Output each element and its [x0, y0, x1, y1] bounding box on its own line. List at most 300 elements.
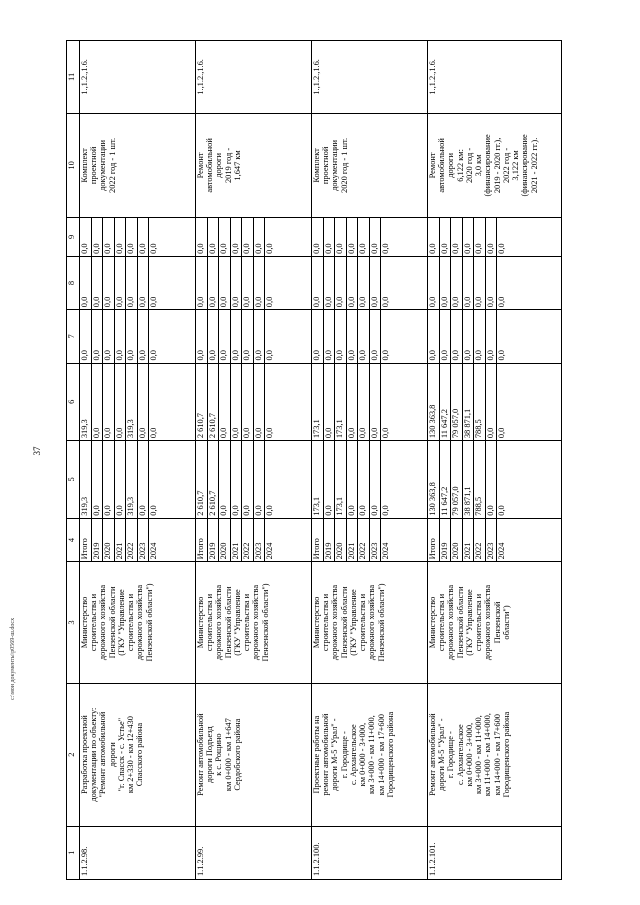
executor-cell-line: дорожного хозяйства	[135, 584, 145, 661]
local-budget-cell-value: 0,0	[335, 257, 347, 309]
other-sources-cell-value: 0,0	[149, 243, 158, 254]
row-id-cell	[312, 826, 428, 879]
executor-cell-line: дорожного хозяйства	[446, 584, 456, 661]
result-cell	[80, 113, 196, 217]
executor-cell-line: строительства и	[437, 593, 447, 652]
total-funding-cell	[428, 441, 562, 519]
other-sources-cell-value: 0,0	[358, 218, 370, 256]
object-name-cell-line: с. Архангельское	[348, 724, 358, 786]
row-id: 1.1.2.100.	[312, 842, 321, 876]
indicators-cell	[80, 41, 196, 114]
local-budget-cell-value: 0,0	[462, 257, 474, 309]
object-name-cell-line: Ремонт автомобильной	[196, 713, 205, 796]
other-sources-cell-value: 0,0	[497, 243, 506, 254]
year-cell-value: 2019	[439, 519, 451, 562]
federal-budget-cell-value: 0,0	[149, 350, 158, 361]
local-budget-cell-value: 0,0	[381, 296, 390, 308]
federal-budget-cell-value: 0,0	[428, 310, 439, 362]
year-cell-value: 2019	[91, 519, 103, 562]
total-funding-cell-value: 0,0	[149, 505, 158, 516]
year-cell-value: 2024	[265, 542, 274, 560]
object-name-cell-line: км 3+000 - км 11+000,	[474, 715, 484, 795]
object-name-cell-line: Спасского района	[135, 722, 145, 787]
local-budget-cell-value: 0,0	[126, 257, 138, 309]
total-funding-cell-value: 0,0	[497, 505, 506, 516]
year-cell-value: 2022	[242, 519, 254, 562]
row-id-cell	[196, 826, 312, 879]
local-budget-cell	[312, 256, 428, 309]
local-budget-cell-value: 0,0	[323, 257, 335, 309]
executor-cell-line: дорожного хозяйства	[483, 584, 493, 661]
executor-cell	[428, 562, 562, 683]
year-cell	[196, 518, 312, 562]
table-row	[80, 41, 196, 880]
other-sources-cell-value: 0,0	[462, 218, 474, 256]
year-cell	[428, 518, 562, 562]
object-name-cell-line: Городищенского района	[501, 711, 511, 798]
regional-budget-cell-value: 130 363,8	[428, 364, 439, 441]
year-cell-value: 2021	[230, 519, 242, 562]
other-sources-cell-value: 0,0	[230, 218, 242, 256]
result-cell-line: (финансирование	[483, 134, 493, 197]
total-funding-cell	[196, 441, 312, 519]
indicators-value: 1.,1.2.,1.6.	[312, 59, 321, 95]
executor-cell	[196, 562, 312, 683]
total-funding-cell-value: 173,1	[312, 441, 323, 518]
executor-cell-line: Министерство	[312, 596, 321, 649]
federal-budget-cell-value: 0,0	[485, 310, 497, 362]
regional-budget-cell-value: 0,0	[219, 364, 231, 441]
object-name-cell-line: г. Городище -	[446, 731, 456, 779]
federal-budget-cell-value: 0,0	[253, 310, 265, 362]
regional-budget-cell-value: 0,0	[346, 364, 358, 441]
object-name-cell-line: км 14+000 - км 17+600	[376, 714, 386, 796]
other-sources-cell-value: 0,0	[428, 218, 439, 256]
other-sources-cell-value: 0,0	[474, 218, 486, 256]
federal-budget-cell-value: 0,0	[196, 310, 207, 362]
executor-cell-line: дорожного хозяйства	[367, 584, 377, 661]
regional-budget-cell-value: 0,0	[242, 364, 254, 441]
other-sources-cell-value: 0,0	[346, 218, 358, 256]
total-funding-cell-value: 79 057,0	[451, 441, 463, 518]
local-budget-cell	[428, 256, 562, 309]
rotated-table-sheet	[66, 40, 596, 880]
federal-budget-cell-value: 0,0	[358, 310, 370, 362]
year-cell-value: Итого	[312, 519, 323, 562]
federal-budget-cell-value: 0,0	[137, 310, 149, 362]
row-id-cell	[428, 826, 562, 879]
executor-cell-line: строительства и	[126, 593, 136, 652]
federal-budget-cell-value: 0,0	[346, 310, 358, 362]
object-name-cell-line: км 0+000 - 3+000,	[464, 722, 474, 787]
object-name-cell-line: Сердобского района	[232, 718, 242, 791]
object-name-cell-line: с. Архангельское	[455, 724, 465, 786]
other-sources-cell-value: 0,0	[451, 218, 463, 256]
header-cell: 8	[67, 256, 80, 309]
regional-budget-cell-value: 173,1	[335, 364, 347, 441]
regional-budget-cell-value: 79 057,0	[451, 364, 463, 441]
local-budget-cell-value: 0,0	[103, 257, 115, 309]
other-sources-cell-value: 0,0	[207, 218, 219, 256]
local-budget-cell-value: 0,0	[346, 257, 358, 309]
indicators-value: 1.,1.2.,1.6.	[196, 59, 205, 95]
other-sources-cell-value: 0,0	[91, 218, 103, 256]
local-budget-cell-value: 0,0	[219, 257, 231, 309]
total-funding-cell-value: 0,0	[485, 441, 497, 518]
executor-cell	[312, 562, 428, 683]
year-cell-value: 2024	[381, 542, 390, 560]
result-cell-line: 2020 год - 1 шт.	[339, 137, 349, 193]
local-budget-cell-value: 0,0	[91, 257, 103, 309]
other-sources-cell-value: 0,0	[265, 243, 274, 254]
header-cell: 6	[67, 363, 80, 441]
regional-budget-cell-value: 0,0	[91, 364, 103, 441]
total-funding-cell-value: 0,0	[323, 441, 335, 518]
federal-budget-cell-value: 0,0	[312, 310, 323, 362]
executor-cell-line: области")	[501, 605, 511, 640]
other-sources-cell-value: 0,0	[253, 218, 265, 256]
year-cell	[80, 518, 196, 562]
regional-budget-cell-value: 0,0	[497, 427, 506, 439]
result-cell	[428, 113, 562, 217]
header-cell: 4	[67, 518, 80, 562]
year-cell-value: 2020	[219, 519, 231, 562]
result-cell-line: 3,122 км	[511, 150, 521, 181]
year-cell-value: 2020	[103, 519, 115, 562]
local-budget-cell-value: 0,0	[369, 257, 381, 309]
executor-cell-line: дорожного хозяйства	[98, 584, 108, 661]
result-cell	[196, 113, 312, 217]
total-funding-cell-value: 0,0	[265, 505, 274, 516]
federal-budget-cell	[428, 310, 562, 363]
total-funding-cell-value: 0,0	[219, 441, 231, 518]
year-cell-value: 2024	[149, 542, 158, 560]
other-sources-cell	[80, 218, 196, 257]
regional-budget-cell	[80, 363, 196, 441]
total-funding-cell-value: 319,3	[80, 441, 91, 518]
result-cell-line: 2021 - 2022 гг.).	[529, 137, 539, 194]
result-cell-line: документации	[330, 139, 340, 191]
federal-budget-cell-value: 0,0	[462, 310, 474, 362]
result-cell-line: документации	[98, 139, 108, 191]
regional-budget-cell-value: 11 647,2	[439, 364, 451, 441]
regional-budget-cell-value: 0,0	[137, 364, 149, 441]
executor-cell-line: Министерство	[428, 596, 437, 649]
total-funding-cell-value: 0,0	[114, 441, 126, 518]
federal-budget-cell-value: 0,0	[497, 350, 506, 361]
indicators-value: 1.,1.2.,1.6.	[428, 59, 437, 95]
total-funding-cell-value: 319,3	[126, 441, 138, 518]
executor-cell-line: Пензенской области	[455, 586, 465, 659]
executor-cell-line: дорожного хозяйства	[214, 584, 224, 661]
year-cell-value: 2022	[358, 519, 370, 562]
result-cell-line: Комплект	[312, 148, 321, 183]
local-budget-cell-value: 0,0	[358, 257, 370, 309]
regional-budget-cell-value: 0,0	[323, 364, 335, 441]
footer-file-path: c:\мои документы\p0569-ш.docx	[10, 617, 16, 700]
object-name-cell	[312, 683, 428, 826]
executor-cell-line: (ГКУ "Управление	[464, 589, 474, 656]
object-name-cell-line: Проектные работы на	[312, 715, 321, 794]
federal-budget-cell-value: 0,0	[126, 310, 138, 362]
federal-budget-cell-value: 0,0	[207, 310, 219, 362]
executor-cell-line: (ГКУ "Управление	[116, 589, 126, 656]
header-cell: 1	[67, 826, 80, 879]
result-cell-line: автомобильной	[437, 138, 447, 193]
result-cell-line: 2020 год -	[464, 147, 474, 183]
regional-budget-cell-value: 319,3	[126, 364, 138, 441]
total-funding-cell	[80, 441, 196, 519]
total-funding-cell	[312, 441, 428, 519]
object-name-cell-line: "Ремонт автомобильной	[98, 711, 108, 798]
total-funding-cell-value: 0,0	[346, 441, 358, 518]
federal-budget-cell-value: 0,0	[439, 310, 451, 362]
result-cell-line: 2022 год -	[501, 147, 511, 183]
executor-cell-line: Пензенской области	[107, 586, 117, 659]
local-budget-cell	[196, 256, 312, 309]
executor-cell	[80, 562, 196, 683]
object-name-cell-line: км 14+000 - км 17+600	[492, 714, 502, 796]
year-cell-value: 2023	[253, 519, 265, 562]
executor-cell-line: строительства и	[474, 593, 484, 652]
federal-budget-cell-value: 0,0	[91, 310, 103, 362]
regional-budget-cell-value: 38 871,1	[462, 364, 474, 441]
total-funding-cell-value: 0,0	[103, 441, 115, 518]
object-name-cell-line: км 0+000 - 3+000,	[358, 722, 368, 787]
executor-cell-line: (ГКУ "Управление	[348, 589, 358, 656]
other-sources-cell-value: 0,0	[126, 218, 138, 256]
regional-budget-cell-value: 0,0	[381, 427, 390, 439]
program-table	[66, 40, 562, 880]
header-cell: 9	[67, 218, 80, 257]
total-funding-cell-value: 0,0	[253, 441, 265, 518]
total-funding-cell-value: 0,0	[381, 505, 390, 516]
object-name-cell-line: Ремонт автомобильной	[428, 713, 437, 796]
other-sources-cell-value: 0,0	[80, 218, 91, 256]
regional-budget-cell-value: 173,1	[312, 364, 323, 441]
local-budget-cell-value: 0,0	[497, 296, 506, 308]
year-cell	[312, 518, 428, 562]
federal-budget-cell-value: 0,0	[323, 310, 335, 362]
result-cell-line: дороги	[446, 153, 456, 178]
row-id: 1.1.2.101.	[428, 842, 437, 876]
object-name-cell-line: г. Городище -	[339, 731, 349, 779]
result-cell-line: дороги	[214, 153, 224, 178]
local-budget-cell-value: 0,0	[428, 257, 439, 309]
total-funding-cell-value: 130 363,8	[428, 441, 439, 518]
indicators-cell	[428, 41, 562, 114]
object-name-cell-line: км 11+000 - км 14+000,	[483, 713, 493, 797]
local-budget-cell-value: 0,0	[253, 257, 265, 309]
local-budget-cell-value: 0,0	[196, 257, 207, 309]
executor-cell-line: дорожного хозяйства	[251, 584, 261, 661]
federal-budget-cell-value: 0,0	[381, 350, 390, 361]
regional-budget-cell	[312, 363, 428, 441]
total-funding-cell-value: 38 871,1	[462, 441, 474, 518]
header-cell: 3	[67, 562, 80, 683]
total-funding-cell-value: 173,1	[335, 441, 347, 518]
other-sources-cell-value: 0,0	[439, 218, 451, 256]
other-sources-cell	[196, 218, 312, 257]
result-cell-line: Ремонт	[196, 152, 205, 179]
object-name-cell-line: к с. Рощино	[214, 733, 224, 776]
total-funding-cell-value: 2 610,7	[207, 441, 219, 518]
total-funding-cell-value: 0,0	[137, 441, 149, 518]
executor-cell-line: дорожного хозяйства	[330, 584, 340, 661]
object-name-cell-line: км 3+000 - км 11+000,	[367, 715, 377, 795]
other-sources-cell-value: 0,0	[369, 218, 381, 256]
object-name-cell-line: км 2+330 - км 12+430	[126, 716, 136, 794]
executor-cell-line: Пензенской области")	[144, 583, 154, 662]
total-funding-cell-value: 11 647,2	[439, 441, 451, 518]
year-cell-value: Итого	[196, 519, 207, 562]
other-sources-cell-value: 0,0	[103, 218, 115, 256]
year-cell-value: 2023	[369, 519, 381, 562]
header-cell: 10	[67, 113, 80, 217]
result-cell-line: проектной	[321, 146, 331, 185]
year-cell-value: 2019	[323, 519, 335, 562]
local-budget-cell-value: 0,0	[114, 257, 126, 309]
total-funding-cell-value: 0,0	[230, 441, 242, 518]
result-cell-line: 1,647 км	[232, 150, 242, 181]
regional-budget-cell-value: 0,0	[103, 364, 115, 441]
other-sources-cell-value: 0,0	[323, 218, 335, 256]
regional-budget-cell-value: 0,0	[369, 364, 381, 441]
executor-cell-line: Пензенской области	[223, 586, 233, 659]
result-cell-line: (финансирование	[520, 134, 530, 197]
object-name-cell-line: документации по объекту:	[89, 707, 99, 802]
year-cell-value: 2020	[451, 519, 463, 562]
federal-budget-cell-value: 0,0	[474, 310, 486, 362]
object-name-cell-line: "г. Спасск - с. Устье"	[116, 717, 126, 792]
result-cell-line: 2022 год - 1 шт.	[107, 137, 117, 193]
executor-cell-line: строительства и	[205, 593, 215, 652]
executor-cell-line: строительства и	[321, 593, 331, 652]
local-budget-cell-value: 0,0	[230, 257, 242, 309]
object-name-cell	[428, 683, 562, 826]
page-number: 37	[32, 446, 42, 456]
federal-budget-cell-value: 0,0	[103, 310, 115, 362]
result-cell-line: 6,122 км:	[455, 149, 465, 182]
object-name-cell-line: Разработка проектной	[80, 715, 89, 795]
year-cell-value: 2024	[497, 542, 506, 560]
local-budget-cell-value: 0,0	[80, 257, 91, 309]
local-budget-cell-value: 0,0	[312, 257, 323, 309]
header-cell: 7	[67, 310, 80, 363]
other-sources-cell-value: 0,0	[219, 218, 231, 256]
local-budget-cell-value: 0,0	[474, 257, 486, 309]
executor-cell-line: Пензенской	[492, 601, 502, 644]
result-cell-line: проектной	[89, 146, 99, 185]
row-id: 1.1.2.98.	[80, 846, 89, 876]
regional-budget-cell-value: 0,0	[253, 364, 265, 441]
regional-budget-cell-value: 0,0	[149, 427, 158, 439]
executor-cell-line: строительства и	[89, 593, 99, 652]
total-funding-cell-value: 2 610,7	[196, 441, 207, 518]
indicators-cell	[312, 41, 428, 114]
year-cell-value: 2023	[485, 519, 497, 562]
local-budget-cell-value: 0,0	[242, 257, 254, 309]
year-cell-value: 2019	[207, 519, 219, 562]
local-budget-cell-value: 0,0	[265, 296, 274, 308]
local-budget-cell-value: 0,0	[137, 257, 149, 309]
federal-budget-cell-value: 0,0	[230, 310, 242, 362]
local-budget-cell-value: 0,0	[451, 257, 463, 309]
year-cell-value: Итого	[80, 519, 91, 562]
regional-budget-cell-value: 0,0	[265, 427, 274, 439]
local-budget-cell-value: 0,0	[439, 257, 451, 309]
header-cell: 11	[67, 41, 80, 114]
indicators-cell	[196, 41, 312, 114]
regional-budget-cell	[196, 363, 312, 441]
header-cell: 5	[67, 441, 80, 519]
federal-budget-cell	[312, 310, 428, 363]
executor-cell-line: строительства и	[358, 593, 368, 652]
year-cell-value: 2021	[114, 519, 126, 562]
other-sources-cell	[428, 218, 562, 257]
object-name-cell-line: Городищенского района	[385, 711, 395, 798]
local-budget-cell	[80, 256, 196, 309]
total-funding-cell-value: 0,0	[358, 441, 370, 518]
executor-cell-line: Министерство	[196, 596, 205, 649]
federal-budget-cell-value: 0,0	[265, 350, 274, 361]
local-budget-cell-value: 0,0	[207, 257, 219, 309]
total-funding-cell-value: 788,5	[474, 441, 486, 518]
executor-cell-line: Пензенской области")	[376, 583, 386, 662]
object-name-cell-line: км 0+000 - км 1+647	[223, 718, 233, 792]
year-cell-value: 2021	[346, 519, 358, 562]
table-row	[428, 41, 562, 880]
result-cell	[312, 113, 428, 217]
object-name-cell-line: дороги М-5 "Урал" -	[437, 718, 447, 791]
row-id-cell	[80, 826, 196, 879]
federal-budget-cell-value: 0,0	[242, 310, 254, 362]
object-name-cell-line: дороги Подъезд	[205, 726, 215, 783]
other-sources-cell-value: 0,0	[312, 218, 323, 256]
regional-budget-cell-value: 0,0	[358, 364, 370, 441]
header-row	[67, 41, 80, 880]
object-name-cell-line: дороги М-5 "Урал" -	[330, 718, 340, 791]
object-name-cell	[196, 683, 312, 826]
federal-budget-cell-value: 0,0	[219, 310, 231, 362]
result-cell-line: Комплект	[80, 148, 89, 183]
indicators-value: 1.,1.2.,1.6.	[80, 59, 89, 95]
total-funding-cell-value: 0,0	[242, 441, 254, 518]
result-cell-line: 2019 год -	[223, 147, 233, 183]
year-cell-value: 2021	[462, 519, 474, 562]
total-funding-cell-value: 0,0	[91, 441, 103, 518]
result-cell-line: Ремонт	[428, 152, 437, 179]
federal-budget-cell-value: 0,0	[369, 310, 381, 362]
executor-cell-line: Пензенской области	[339, 586, 349, 659]
local-budget-cell-value: 0,0	[149, 296, 158, 308]
year-cell-value: 2022	[474, 519, 486, 562]
object-name-cell	[80, 683, 196, 826]
regional-budget-cell-value: 319,3	[80, 364, 91, 441]
other-sources-cell	[312, 218, 428, 257]
executor-cell-line: Министерство	[80, 596, 89, 649]
object-name-cell-line: дороги	[107, 742, 117, 767]
federal-budget-cell-value: 0,0	[335, 310, 347, 362]
regional-budget-cell-value: 0,0	[114, 364, 126, 441]
executor-cell-line: (ГКУ "Управление	[232, 589, 242, 656]
regional-budget-cell-value: 0,0	[485, 364, 497, 441]
regional-budget-cell	[428, 363, 562, 441]
federal-budget-cell-value: 0,0	[451, 310, 463, 362]
year-cell-value: Итого	[428, 519, 439, 562]
federal-budget-cell-value: 0,0	[114, 310, 126, 362]
other-sources-cell-value: 0,0	[335, 218, 347, 256]
